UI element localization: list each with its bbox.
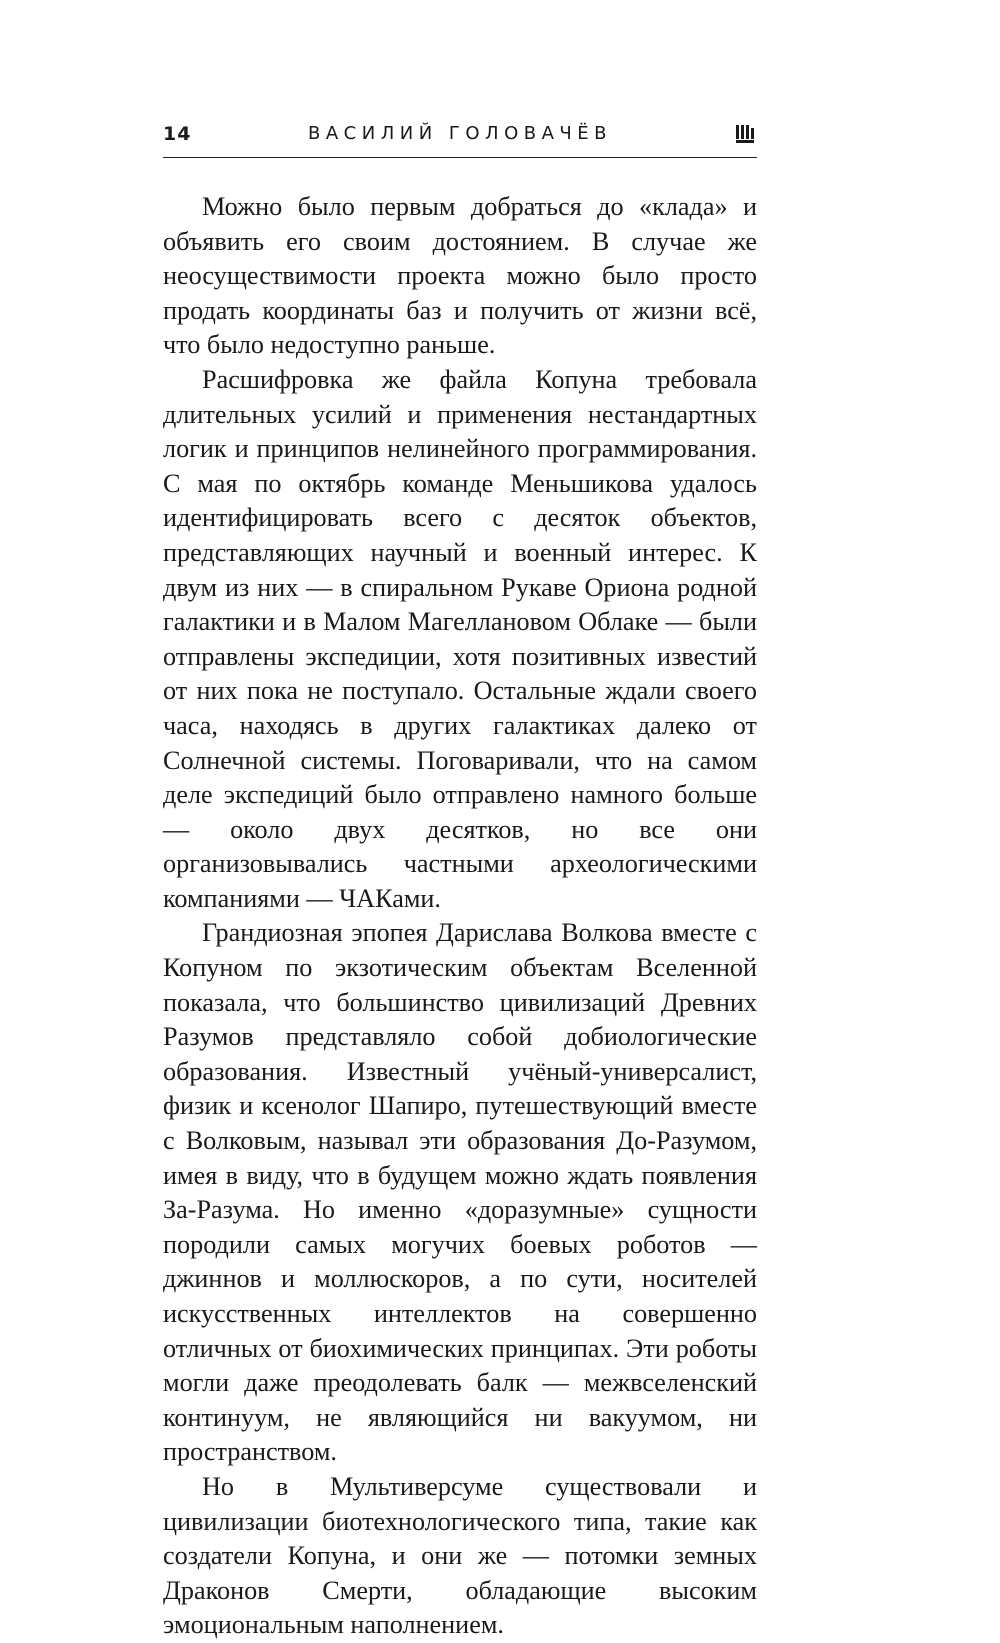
publisher-logo-icon (735, 124, 755, 144)
page-header (163, 118, 757, 158)
paragraph: Грандиозная эпопея Дарислава Волкова вместе с Копуном по экзотическим объектам Вселенной показала, что большинство цивилизаций Древних Разумов представляло собой добиологические образования. Известный учёный-универсалист, физик и ксенолог Шапиро, путешествующий вместе с Волковым, называл эти образования До-Разумом, имея в виду, что в будущем можно ждать появления За-Разума. Но именно «доразумные» сущности породили самых могучих боевых роботов — джиннов и моллюскоров, а по сути, носителей искусственных интеллектов на совершенно отличных от биохимических принципах. Эти роботы могли даже преодолевать балк — межвселенский континуум, не являющийся ни вакуумом, ни пространством. (163, 918, 757, 1467)
paragraph: Расшифровка же файла Копуна требовала длительных усилий и применения нестандартных логик и принципов нелинейного программирования. С мая по октябрь команде Меньшикова удалось идентифицировать всего с десяток объектов, представляющих научный и военный интерес. К двум из них — в спиральном Рукаве Ориона родной галактики и в Малом Магеллановом Облаке — были отправлены экспедиции, хотя позитивных известий от них пока не поступало. Остальные ждали своего часа, находясь в других галактиках далеко от Солнечной системы. Поговаривали, что на самом деле экспедиций было отправлено намного больше — около двух десятков, но все они организовывались частными археологическими компаниями — ЧАКами. (163, 364, 757, 913)
body-text (163, 190, 757, 1643)
paragraph: Но в Мультиверсуме существовали и цивилизации биотехнологического типа, такие как создатели Копуна, и они же — потомки земных Драконов Смерти, обладающие высоким эмоциональным наполнением. (163, 1471, 757, 1640)
page-number: 14 (163, 123, 192, 145)
running-head-author: ВАСИЛИЙ ГОЛОВАЧЁВ (308, 123, 612, 144)
paragraph: Можно было первым добраться до «клада» и объявить его своим достоянием. В случае же неосуществимости проекта можно было просто продать координаты баз и получить от жизни всё, что было недоступно раньше. (163, 192, 757, 360)
